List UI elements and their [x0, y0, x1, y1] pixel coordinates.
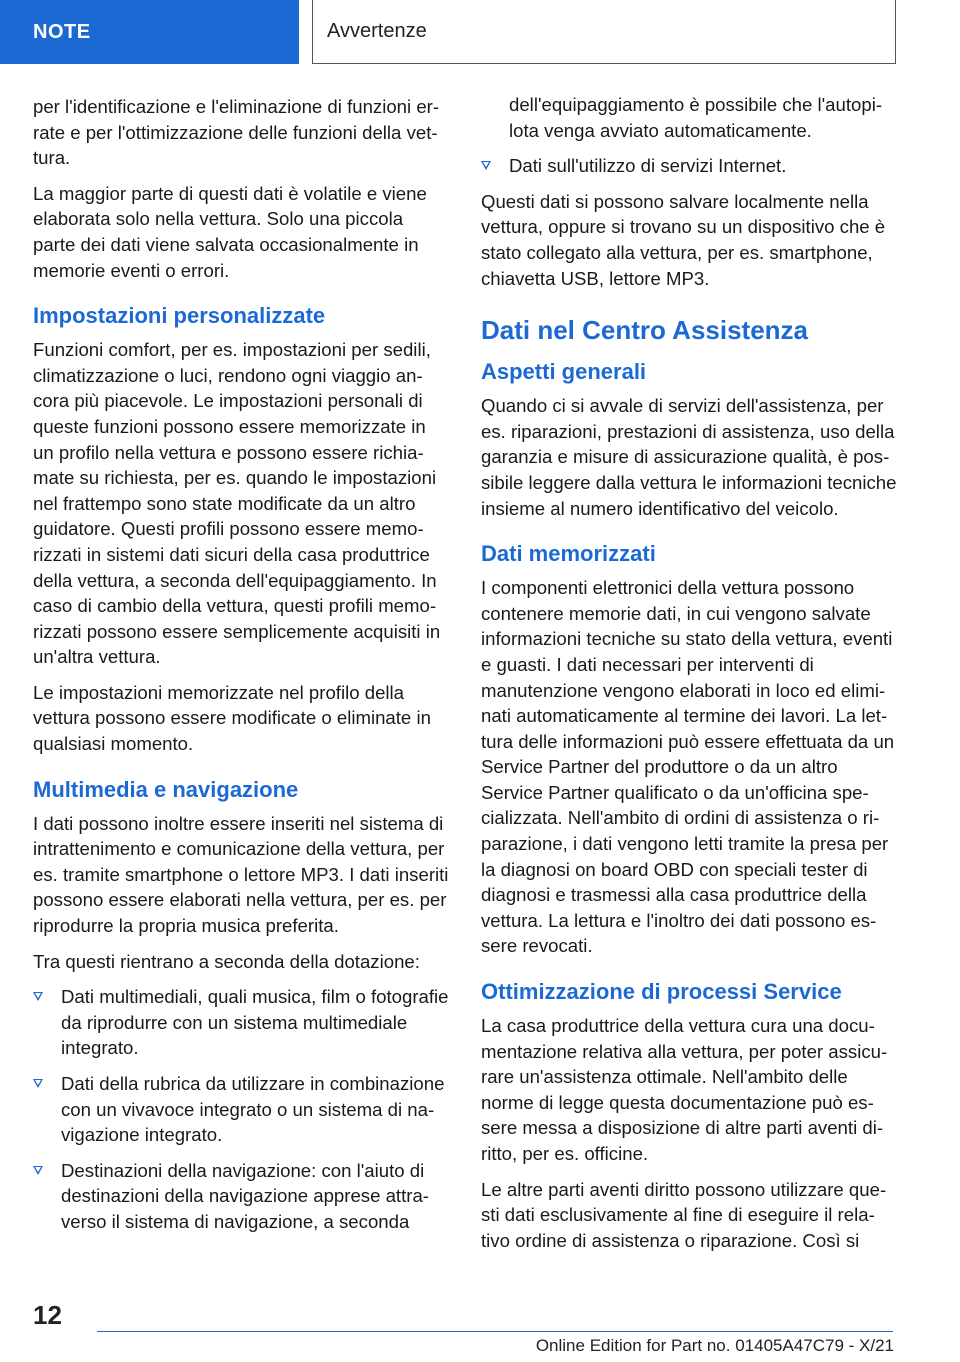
- section-tab: NOTE: [0, 0, 299, 64]
- heading-impostazioni: Impostazioni personalizzate: [33, 303, 326, 329]
- list-item-continuation: dell'equipaggiamento è possibile che l'autopilota venga avviato automaticamente.: [509, 94, 883, 141]
- list-item: Destinazioni della navigazione: con l'aiuto di destinazioni della navigazione apprese attraverso il sistema di navigazione, a seconda: [33, 1158, 449, 1235]
- heading-centro-assistenza: Dati nel Centro Assistenza: [481, 315, 809, 346]
- section-title: Avvertenze: [312, 0, 896, 64]
- paragraph: Le impostazioni memorizzate nel profilo della vettura possono essere modificate o eliminate in qualsiasi momento.: [33, 681, 431, 755]
- heading-multimedia: Multimedia e navigazione: [33, 776, 299, 802]
- page-number: 12: [33, 1300, 62, 1330]
- left-column: [33, 94, 449, 1245]
- list-item: Dati multimediali, quali musica, film o fotografie da riprodurre con un sistema multimediale integrato.: [33, 984, 449, 1061]
- paragraph: Le altre parti aventi diritto possono utilizzare questi dati esclusivamente al fine di eseguire il relativo ordine di assistenza o riparazione. Così si: [481, 1178, 887, 1251]
- triangle-bullet-icon: [33, 992, 43, 1001]
- triangle-bullet-icon: [33, 1166, 43, 1175]
- heading-dati-memorizzati: Dati memorizzati: [481, 541, 656, 567]
- triangle-bullet-icon: [33, 1079, 43, 1088]
- list-item: Dati sull'utilizzo di servizi Internet.: [481, 153, 897, 179]
- paragraph: per l'identificazione e l'eliminazione di funzioni errate e per l'ottimizzazione delle funzioni della vettura.: [33, 96, 440, 169]
- paragraph: I dati possono inoltre essere inseriti nel sistema di intrattenimento e comunicazione della vettura, per es. tramite smartphone o lettore MP3. I dati inseriti possono essere elaborati nella vettura, per es. per riprodurre la propria musica preferita.: [33, 812, 449, 937]
- heading-aspetti-generali: Aspetti generali: [481, 359, 647, 385]
- paragraph: La casa produttrice della vettura cura una documentazione relativa alla vettura, per poter assicurare un'assistenza ottimale. Nell'ambito delle norme di legge questa documentazione può essere messa a disposizione di altre parti aventi diritto, per es. officine.: [481, 1015, 888, 1164]
- bullet-list: [481, 153, 897, 179]
- bullet-list: [33, 984, 449, 1234]
- paragraph: I componenti elettronici della vettura possono contenere memorie dati, in cui vengono salvate informazioni tecniche su stato della vettura, eventi e guasti. I dati necessari per interventi di manutenzione vengono elaborati in loco ed eliminati automaticamente al termine dei lavori. La lettura delle informazioni può essere effettuata da un Service Partner del produttore o da un altro Service Partner qualificato o da un'officina specializzata. Nell'ambito di ordini di assistenza o riparazione, i dati vengono letti tramite la presa per la diagnosi on board OBD con speciali tester di diagnosi e trasmessi alla casa produttrice della vettura. La lettura e l'inoltro dei dati possono essere revocati.: [481, 577, 895, 957]
- paragraph: La maggior parte di questi dati è volatile e viene elaborata solo nella vettura. Solo una piccola parte dei dati viene salvata occasionalmente in memorie eventi o errori.: [33, 182, 427, 281]
- paragraph: Tra questi rientrano a seconda della dotazione:: [33, 950, 420, 972]
- paragraph: Questi dati si possono salvare localmente nella vettura, oppure si trovano su un dispositivo che è stato collegato alla vettura, per es. smartphone, chiavetta USB, lettore MP3.: [481, 190, 886, 289]
- paragraph: Funzioni comfort, per es. impostazioni per sedili, climatizzazione o luci, rendono ogni viaggio ancora più piacevole. Le impostazioni personali di queste funzioni possono essere memorizzate in un profilo nella vettura e possono essere richiamate su richiesta, per es. quando le impostazioni nel frattempo sono state modificate da un altro guidatore. Questi profili possono essere memorizzati in sistemi dati sicuri della casa produttrice della vettura, a seconda dell'equipaggiamento. In caso di cambio della vettura, questi profili memorizzati possono essere semplicemente acquisiti in un'altra vettura.: [33, 339, 441, 668]
- footer-edition: Online Edition for Part no. 01405A47C79 - X/21: [535, 1336, 894, 1355]
- footer-divider: [97, 1331, 893, 1332]
- list-item: Dati della rubrica da utilizzare in combinazione con un vivavoce integrato o un sistema di navigazione integrato.: [33, 1071, 449, 1148]
- triangle-bullet-icon: [481, 161, 491, 170]
- heading-ottimizzazione: Ottimizzazione di processi Service: [481, 979, 842, 1005]
- right-column: [481, 92, 897, 1263]
- paragraph: Quando ci si avvale di servizi dell'assistenza, per es. riparazioni, prestazioni di assistenza, uso della garanzia e misure di assicurazione qualità, è possibile leggere dalla vettura le informazioni tecniche insieme al numero identificativo del veicolo.: [481, 395, 897, 519]
